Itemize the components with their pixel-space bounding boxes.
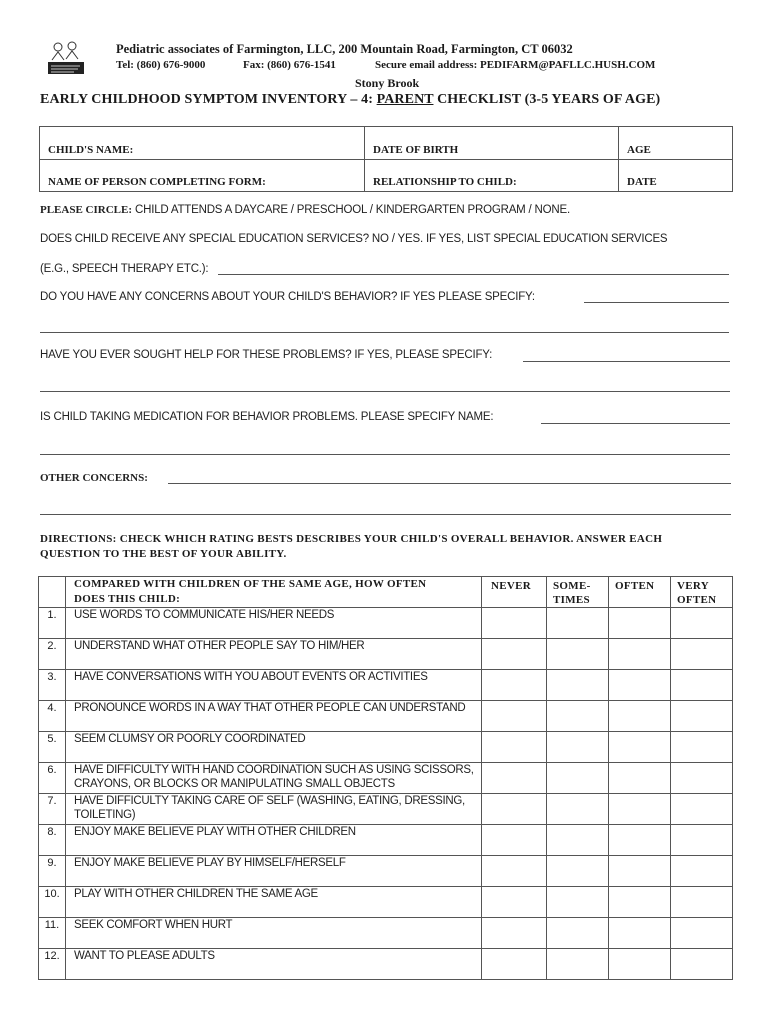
checkbox-sometimes[interactable] [547,856,609,887]
other-concerns-answer-line[interactable] [168,483,731,484]
checkbox-sometimes[interactable] [547,701,609,732]
checkbox-never[interactable] [482,670,547,701]
checkbox-never[interactable] [482,794,547,825]
item-question: USE WORDS TO COMMUNICATE HIS/HER NEEDS [66,608,482,639]
item-question: WANT TO PLEASE ADULTS [66,949,482,980]
checkbox-often[interactable] [609,887,671,918]
item-question: HAVE CONVERSATIONS WITH YOU ABOUT EVENTS OR ACTIVITIES [66,670,482,701]
practice-contacts [116,59,655,71]
sought-help-answer-line-2[interactable] [40,391,730,392]
rating-row [39,701,733,732]
dob-label: DATE OF BIRTH [373,144,459,156]
checkbox-sometimes[interactable] [547,608,609,639]
item-question: PRONOUNCE WORDS IN A WAY THAT OTHER PEOPLE CAN UNDERSTAND [66,701,482,732]
medication-answer-line[interactable] [541,423,730,424]
medication-question: IS CHILD TAKING MEDICATION FOR BEHAVIOR PROBLEMS. PLEASE SPECIFY NAME: [40,411,494,423]
item-number: 12. [39,949,66,980]
header-question-line-1: COMPARED WITH CHILDREN OF THE SAME AGE, HOW OFTEN [74,578,427,590]
concerns-answer-line-2[interactable] [40,332,729,333]
checkbox-very-often[interactable] [671,670,733,701]
child-info-table [39,126,733,192]
other-concerns-answer-line-2[interactable] [40,514,731,515]
sought-help-answer-line[interactable] [523,361,730,362]
often-label: OFTEN [615,580,655,592]
date-field[interactable] [619,159,732,191]
very-often-label-1: VERY [677,580,709,592]
header-question-cell [66,577,482,608]
relationship-label: RELATIONSHIP TO CHILD: [373,176,517,188]
title-suffix: CHECKLIST (3-5 YEARS OF AGE) [433,92,661,107]
checkbox-never[interactable] [482,608,547,639]
checkbox-often[interactable] [609,732,671,763]
rating-row [39,794,733,825]
checkbox-often[interactable] [609,763,671,794]
completer-name-field[interactable] [40,159,365,191]
checkbox-sometimes[interactable] [547,670,609,701]
relationship-field[interactable] [365,159,619,191]
checkbox-sometimes[interactable] [547,794,609,825]
col-never [482,577,547,608]
checkbox-sometimes[interactable] [547,918,609,949]
col-sometimes [547,577,609,608]
checkbox-often[interactable] [609,856,671,887]
checkbox-often[interactable] [609,608,671,639]
location-name: Stony Brook [355,76,420,90]
item-number: 8. [39,825,66,856]
daycare-question [40,204,570,216]
checkbox-often[interactable] [609,825,671,856]
checkbox-very-often[interactable] [671,639,733,670]
child-name-label: CHILD'S NAME: [48,144,134,156]
rating-row [39,918,733,949]
rating-row [39,887,733,918]
checkbox-very-often[interactable] [671,701,733,732]
checkbox-never[interactable] [482,918,547,949]
item-number: 4. [39,701,66,732]
sometimes-label-1: SOME- [553,580,591,592]
concerns-answer-line[interactable] [584,302,729,303]
child-name-field[interactable] [40,127,365,159]
item-number: 6. [39,763,66,794]
col-often [609,577,671,608]
checkbox-sometimes[interactable] [547,639,609,670]
checkbox-sometimes[interactable] [547,763,609,794]
checkbox-sometimes[interactable] [547,949,609,980]
checkbox-very-often[interactable] [671,608,733,639]
checkbox-very-often[interactable] [671,856,733,887]
directions-line-1: DIRECTIONS: CHECK WHICH RATING BESTS DESCRIBES YOUR CHILD'S OVERALL BEHAVIOR. ANSWER EACH [40,533,663,545]
checkbox-often[interactable] [609,670,671,701]
item-question: HAVE DIFFICULTY TAKING CARE OF SELF (WASHING, EATING, DRESSING, TOILETING) [66,794,482,825]
age-label: AGE [627,144,651,156]
form-title [40,92,660,108]
item-question: ENJOY MAKE BELIEVE PLAY BY HIMSELF/HERSELF [66,856,482,887]
rating-row [39,670,733,701]
checkbox-very-often[interactable] [671,918,733,949]
checkbox-sometimes[interactable] [547,825,609,856]
checkbox-very-often[interactable] [671,732,733,763]
other-concerns-question [40,472,148,484]
checkbox-never[interactable] [482,949,547,980]
rating-row [39,825,733,856]
checkbox-very-often[interactable] [671,825,733,856]
checkbox-sometimes[interactable] [547,732,609,763]
checkbox-never[interactable] [482,639,547,670]
completer-label: NAME OF PERSON COMPLETING FORM: [48,176,266,188]
rating-row [39,732,733,763]
checkbox-very-often[interactable] [671,887,733,918]
item-number: 3. [39,670,66,701]
checkbox-never[interactable] [482,732,547,763]
other-concerns-label: OTHER CONCERNS: [40,472,148,484]
concerns-question: DO YOU HAVE ANY CONCERNS ABOUT YOUR CHILD'S BEHAVIOR? IF YES PLEASE SPECIFY: [40,291,535,303]
please-circle-label: PLEASE CIRCLE: [40,204,132,216]
fax-number: Fax: (860) 676-1541 [243,59,336,71]
title-prefix: EARLY CHILDHOOD SYMPTOM INVENTORY – 4: [40,92,377,107]
medication-answer-line-2[interactable] [40,454,730,455]
sometimes-label-2: TIMES [553,594,590,606]
col-very-often [671,577,733,608]
practice-address: Pediatric associates of Farmington, LLC, 200 Mountain Road, Farmington, CT 06032 [116,42,573,56]
rating-table [38,576,733,980]
title-underlined: PARENT [376,92,434,107]
special-ed-question: DOES CHILD RECEIVE ANY SPECIAL EDUCATION SERVICES? NO / YES. IF YES, LIST SPECIAL EDUCATION SERVICES [40,233,668,245]
special-ed-eg-label: (E.G., SPEECH THERAPY ETC.): [40,263,209,275]
item-number: 10. [39,887,66,918]
practice-logo-icon [44,40,94,76]
phone-number: Tel: (860) 676-9000 [116,59,206,71]
item-question: SEEK COMFORT WHEN HURT [66,918,482,949]
item-question: SEEM CLUMSY OR POORLY COORDINATED [66,732,482,763]
rating-row [39,949,733,980]
daycare-options: CHILD ATTENDS A DAYCARE / PRESCHOOL / KINDERGARTEN PROGRAM / NONE. [132,204,570,216]
checkbox-often[interactable] [609,639,671,670]
checkbox-never[interactable] [482,887,547,918]
item-question: UNDERSTAND WHAT OTHER PEOPLE SAY TO HIM/HER [66,639,482,670]
never-label: NEVER [491,580,532,592]
rating-header-row [39,577,733,608]
checkbox-very-often[interactable] [671,794,733,825]
date-label: DATE [627,176,657,188]
checkbox-often[interactable] [609,794,671,825]
checkbox-often[interactable] [609,701,671,732]
item-number: 5. [39,732,66,763]
special-ed-answer-line[interactable] [218,274,729,275]
checkbox-never[interactable] [482,856,547,887]
checkbox-often[interactable] [609,918,671,949]
age-field[interactable] [619,127,732,159]
item-question: ENJOY MAKE BELIEVE PLAY WITH OTHER CHILDREN [66,825,482,856]
sought-help-question: HAVE YOU EVER SOUGHT HELP FOR THESE PROBLEMS? IF YES, PLEASE SPECIFY: [40,349,493,361]
item-question: HAVE DIFFICULTY WITH HAND COORDINATION SUCH AS USING SCISSORS, CRAYONS, OR BLOCKS OR MANIPULATING SMALL OBJECTS [66,763,482,794]
checkbox-never[interactable] [482,763,547,794]
header-question-line-2: DOES THIS CHILD: [74,593,181,605]
directions-line-2: QUESTION TO THE BEST OF YOUR ABILITY. [40,548,287,560]
header-num-cell [39,577,66,608]
checkbox-sometimes[interactable] [547,887,609,918]
checkbox-very-often[interactable] [671,763,733,794]
item-number: 2. [39,639,66,670]
checkbox-often[interactable] [609,949,671,980]
rating-row [39,639,733,670]
dob-field[interactable] [365,127,619,159]
secure-email: Secure email address: PEDIFARM@PAFLLC.HUSH.COM [375,59,656,71]
very-often-label-2: OFTEN [677,594,717,606]
item-number: 1. [39,608,66,639]
item-question: PLAY WITH OTHER CHILDREN THE SAME AGE [66,887,482,918]
rating-row [39,856,733,887]
rating-row [39,763,733,794]
rating-row [39,608,733,639]
checkbox-very-often[interactable] [671,949,733,980]
checkbox-never[interactable] [482,825,547,856]
item-number: 11. [39,918,66,949]
item-number: 7. [39,794,66,825]
checkbox-never[interactable] [482,701,547,732]
item-number: 9. [39,856,66,887]
